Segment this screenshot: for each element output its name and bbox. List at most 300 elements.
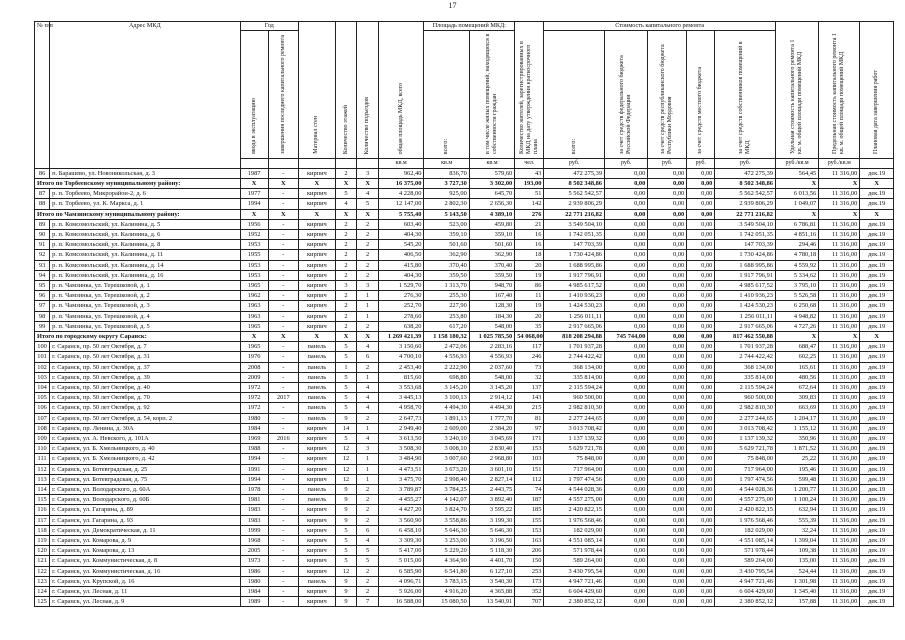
row-number: 122: [35, 566, 50, 576]
table-cell: панель: [298, 576, 335, 586]
table-row: [35, 189, 894, 199]
table-cell: 1: [335, 362, 357, 372]
table-row: [35, 280, 894, 290]
header-residents: Количество жителей, зарегистрированных в МКД на дату утверждения краткосрочного плана: [515, 22, 544, 159]
row-number: 108: [35, 423, 50, 433]
table-cell: 4 551 085,14: [544, 536, 605, 546]
table-cell: 1972: [240, 382, 268, 392]
table-cell: 362,90: [424, 250, 469, 260]
table-cell: панель: [298, 362, 335, 372]
table-cell: 1 410 936,23: [544, 291, 605, 301]
subtotal-label: Итого по Торбеевскому муниципальному району:: [35, 178, 241, 188]
table-cell: 11 316,00: [819, 597, 860, 607]
table-cell: 0,00: [687, 372, 715, 382]
table-cell: 4 096,71: [378, 576, 423, 586]
table-cell: 2 453,40: [378, 362, 423, 372]
table-cell: 182 029,00: [544, 525, 605, 535]
table-cell: 0,00: [605, 250, 648, 260]
table-cell: 0,00: [687, 291, 715, 301]
row-number: 121: [35, 556, 50, 566]
table-cell: 1 049,07: [775, 199, 818, 209]
table-cell: -: [268, 546, 298, 556]
table-cell: кирпич: [298, 199, 335, 209]
address-cell: г. Саранск, пр. 50 лет Октября, д. 70: [50, 393, 240, 403]
table-cell: 11: [515, 291, 544, 301]
address-cell: р. п. Чамзинка, ул. Терешковой, д. 2: [50, 291, 240, 301]
table-cell: 165,61: [775, 362, 818, 372]
table-cell: 0,00: [648, 403, 687, 413]
address-cell: г. Саранск, пр. 50 лет Октября, д. 92: [50, 403, 240, 413]
table-cell: 1976: [240, 352, 268, 362]
table-cell: 184,30: [469, 311, 514, 321]
table-cell: 0,00: [648, 566, 687, 576]
table-cell: 4 494,30: [424, 403, 469, 413]
table-cell: 255,30: [424, 291, 469, 301]
address-cell: г. Саранск, пр. 50 лет Октября, д. 7: [50, 342, 240, 352]
table-cell: -: [268, 352, 298, 362]
table-cell: дек.19: [860, 382, 894, 392]
table-cell: дек.19: [860, 474, 894, 484]
table-cell: дек.19: [860, 576, 894, 586]
table-cell: 0,00: [605, 362, 648, 372]
table-cell: 109,38: [775, 546, 818, 556]
table-row: [35, 260, 894, 270]
table-cell: 5: [357, 546, 379, 556]
table-cell: 4: [357, 403, 379, 413]
table-cell: 579,60: [469, 168, 514, 178]
table-cell: 11 316,00: [819, 433, 860, 443]
row-number: 96: [35, 291, 50, 301]
table-cell: 5: [335, 372, 357, 382]
table-cell: дек.19: [860, 270, 894, 280]
table-row: [35, 403, 894, 413]
table-cell: 3 558,86: [424, 515, 469, 525]
table-cell: 11 316,00: [819, 525, 860, 535]
table-cell: 4 455,27: [378, 495, 423, 505]
table-cell: 815,60: [378, 372, 423, 382]
table-cell: -: [268, 240, 298, 250]
table-cell: 0,00: [605, 505, 648, 515]
table-cell: кирпич: [298, 423, 335, 433]
table-cell: 171: [515, 433, 544, 443]
subtotal-cell: X: [240, 178, 268, 188]
table-cell: 555,39: [775, 515, 818, 525]
table-cell: 0,00: [648, 372, 687, 382]
table-cell: дек.19: [860, 260, 894, 270]
table-cell: дек.19: [860, 250, 894, 260]
table-cell: 0,00: [605, 515, 648, 525]
table-cell: 1978: [240, 485, 268, 495]
table-cell: 501,60: [424, 240, 469, 250]
table-cell: 3 199,30: [469, 515, 514, 525]
table-cell: 1: [357, 311, 379, 321]
table-cell: дек.19: [860, 301, 894, 311]
table-cell: -: [268, 515, 298, 525]
table-cell: 3 540,30: [469, 576, 514, 586]
address-cell: р. п. Комсомольский, ул. Калинина, д. 8: [50, 240, 240, 250]
table-cell: -: [268, 495, 298, 505]
table-cell: -: [268, 189, 298, 199]
table-cell: 227,90: [424, 301, 469, 311]
table-cell: 112: [515, 474, 544, 484]
table-cell: 2 827,14: [469, 474, 514, 484]
subtotal-cell: X: [860, 178, 894, 188]
row-number: 104: [35, 382, 50, 392]
table-cell: кирпич: [298, 444, 335, 454]
table-cell: 0,00: [687, 342, 715, 352]
subtotal-cell: X: [298, 178, 335, 188]
table-cell: -: [268, 403, 298, 413]
table-cell: -: [268, 219, 298, 229]
table-cell: 4 544 028,36: [715, 485, 776, 495]
table-cell: 1977: [240, 189, 268, 199]
table-cell: дек.19: [860, 280, 894, 290]
table-row: [35, 444, 894, 454]
table-cell: 472 275,39: [715, 168, 776, 178]
table-cell: 0,00: [687, 229, 715, 239]
unit-cell: руб.: [605, 158, 648, 168]
table-row: [35, 536, 894, 546]
subtotal-cell: X: [819, 331, 860, 341]
subtotal-cell: X: [268, 331, 298, 341]
table-cell: 0,00: [605, 342, 648, 352]
table-cell: 0,00: [605, 485, 648, 495]
table-cell: 1953: [240, 240, 268, 250]
table-cell: 4 727,26: [775, 321, 818, 331]
table-cell: 3 784,25: [424, 485, 469, 495]
table-cell: 2008: [240, 362, 268, 372]
table-cell: кирпич: [298, 597, 335, 607]
table-cell: 11 316,00: [819, 382, 860, 392]
table-cell: 73: [515, 362, 544, 372]
table-cell: 0,00: [687, 413, 715, 423]
table-cell: дек.19: [860, 515, 894, 525]
subtotal-cell: 0,00: [648, 209, 687, 219]
subtotal-cell: X: [335, 178, 357, 188]
table-cell: 11 316,00: [819, 229, 860, 239]
table-cell: 2: [357, 270, 379, 280]
table-cell: 1 742 051,35: [544, 229, 605, 239]
table-cell: 960 500,00: [715, 393, 776, 403]
subtotal-cell: X: [357, 331, 379, 341]
table-cell: 1980: [240, 576, 268, 586]
table-cell: 5: [357, 199, 379, 209]
table-cell: 0,00: [687, 403, 715, 413]
table-cell: 0,00: [605, 393, 648, 403]
row-number: 116: [35, 505, 50, 515]
table-cell: 1972: [240, 403, 268, 413]
table-cell: 4 142,07: [424, 495, 469, 505]
table-cell: 698,80: [424, 372, 469, 382]
subtotal-cell: X: [335, 331, 357, 341]
table-cell: 4: [357, 382, 379, 392]
table-cell: 0,00: [648, 199, 687, 209]
table-cell: 0,00: [648, 382, 687, 392]
table-cell: 0,00: [605, 556, 648, 566]
table-cell: 1 256 011,11: [715, 311, 776, 321]
table-cell: панель: [298, 382, 335, 392]
table-cell: 0,00: [687, 219, 715, 229]
table-cell: 6 604 429,60: [715, 587, 776, 597]
subtotal-cell: 22 771 216,82: [544, 209, 605, 219]
table-row: [35, 352, 894, 362]
subtotal-cell: 745 744,00: [605, 331, 648, 341]
row-number: 102: [35, 362, 50, 372]
row-number: 112: [35, 464, 50, 474]
table-cell: 1991: [240, 464, 268, 474]
table-cell: 117: [515, 342, 544, 352]
row-number: 94: [35, 270, 50, 280]
table-cell: панель: [298, 495, 335, 505]
table-cell: 2: [357, 576, 379, 586]
table-cell: 0,00: [648, 597, 687, 607]
table-cell: 1 730 424,86: [715, 250, 776, 260]
table-cell: 571 978,44: [715, 546, 776, 556]
table-row: [35, 464, 894, 474]
table-cell: 2009: [240, 372, 268, 382]
table-cell: 632,94: [775, 505, 818, 515]
table-cell: 12: [335, 464, 357, 474]
table-cell: дек.19: [860, 168, 894, 178]
table-cell: 6 250,68: [775, 301, 818, 311]
table-cell: 0,00: [605, 229, 648, 239]
table-cell: 2: [335, 250, 357, 260]
address-cell: р. п. Комсомольский, ул. Калинина, д. 6: [50, 229, 240, 239]
table-cell: 9: [335, 515, 357, 525]
table-cell: -: [268, 464, 298, 474]
table-cell: 0,00: [605, 189, 648, 199]
table-cell: 2: [335, 291, 357, 301]
table-cell: -: [268, 597, 298, 607]
table-cell: 548,00: [469, 321, 514, 331]
table-cell: 0,00: [648, 536, 687, 546]
subtotal-cell: X: [240, 209, 268, 219]
table-cell: 472 275,39: [544, 168, 605, 178]
table-cell: дек.19: [860, 372, 894, 382]
table-row: [35, 597, 894, 607]
table-cell: 359,50: [469, 270, 514, 280]
subtotal-cell: X: [298, 209, 335, 219]
table-cell: 12: [335, 444, 357, 454]
table-cell: 1983: [240, 515, 268, 525]
repair-plan-table: [34, 21, 894, 607]
table-cell: 11 316,00: [819, 403, 860, 413]
table-cell: 11 316,00: [819, 505, 860, 515]
table-cell: 0,00: [648, 413, 687, 423]
address-cell: р. п. Чамзинка, ул. Терешковой, д. 5: [50, 321, 240, 331]
table-cell: 0,00: [605, 454, 648, 464]
table-row: [35, 433, 894, 443]
header-area-total: общая площадь МКД, всего: [378, 22, 423, 159]
table-cell: -: [268, 280, 298, 290]
table-cell: 1952: [240, 229, 268, 239]
table-cell: 1 204,17: [775, 413, 818, 423]
subtotal-cell: X: [775, 209, 818, 219]
table-cell: 1: [357, 372, 379, 382]
table-cell: 5 646,30: [469, 525, 514, 535]
table-cell: 4 985 617,52: [544, 280, 605, 290]
unit-cell: руб.: [648, 158, 687, 168]
table-cell: 6 604 429,60: [544, 587, 605, 597]
table-cell: 147 703,39: [715, 240, 776, 250]
table-cell: -: [268, 321, 298, 331]
row-number: 110: [35, 444, 50, 454]
table-cell: 1965: [240, 321, 268, 331]
table-cell: дек.19: [860, 403, 894, 413]
table-cell: 2 830,40: [469, 444, 514, 454]
table-cell: 2005: [240, 546, 268, 556]
table-row: [35, 566, 894, 576]
table-cell: 5 562 542,57: [544, 189, 605, 199]
table-cell: 1972: [240, 393, 268, 403]
table-cell: 0,00: [687, 597, 715, 607]
table-cell: 5: [335, 403, 357, 413]
table-cell: 0,00: [648, 576, 687, 586]
table-cell: 2 443,75: [469, 485, 514, 495]
table-cell: 3 549 504,10: [544, 219, 605, 229]
table-cell: 11 316,00: [819, 321, 860, 331]
table-cell: 6 127,10: [469, 566, 514, 576]
table-cell: 2: [335, 311, 357, 321]
table-cell: 9: [335, 597, 357, 607]
row-number: 120: [35, 546, 50, 556]
row-number: 92: [35, 250, 50, 260]
subtotal-cell: 817 462 550,88: [715, 331, 776, 341]
table-cell: 4 948,82: [775, 311, 818, 321]
table-cell: 11 316,00: [819, 413, 860, 423]
table-cell: 0,00: [687, 280, 715, 290]
subtotal-cell: X: [357, 178, 379, 188]
table-cell: 3 008,10: [424, 444, 469, 454]
table-cell: 1989: [240, 597, 268, 607]
table-cell: дек.19: [860, 352, 894, 362]
row-number: 98: [35, 311, 50, 321]
table-cell: 0,00: [687, 382, 715, 392]
table-cell: кирпич: [298, 474, 335, 484]
address-cell: г. Саранск, ул. Лесная, д. 11: [50, 587, 240, 597]
table-cell: 688,47: [775, 342, 818, 352]
table-cell: 5: [335, 382, 357, 392]
table-cell: 1988: [240, 444, 268, 454]
table-cell: 2 222,90: [424, 362, 469, 372]
header-area-group: Площадь помещений МКД:: [424, 22, 515, 31]
table-cell: 0,00: [605, 280, 648, 290]
table-cell: 9: [335, 413, 357, 423]
subtotal-cell: X: [357, 209, 379, 219]
header-cost-federal: за счет средств федерального бюджета Российской Федерации: [605, 30, 648, 158]
table-cell: 589 264,00: [544, 556, 605, 566]
table-cell: 1984: [240, 423, 268, 433]
table-cell: 0,00: [648, 454, 687, 464]
table-cell: дек.19: [860, 464, 894, 474]
table-cell: панель: [298, 485, 335, 495]
table-cell: 4: [357, 433, 379, 443]
table-cell: 2 656,30: [469, 199, 514, 209]
table-cell: 0,00: [687, 240, 715, 250]
table-cell: дек.19: [860, 525, 894, 535]
table-row: [35, 362, 894, 372]
subtotal-cell: 0,00: [605, 178, 648, 188]
table-cell: 309,83: [775, 393, 818, 403]
table-cell: дек.19: [860, 413, 894, 423]
address-cell: п. Барашево, ул. Новоникольская, д. 3: [50, 168, 240, 178]
table-cell: дек.19: [860, 587, 894, 597]
table-cell: -: [268, 536, 298, 546]
table-cell: 4 947 721,46: [715, 576, 776, 586]
table-cell: 163: [515, 536, 544, 546]
subtotal-row: [35, 209, 894, 219]
header-wall-material: Материал стен: [298, 22, 335, 159]
subtotal-cell: 1 269 421,39: [378, 331, 423, 341]
table-cell: 2 802,30: [424, 199, 469, 209]
table-cell: 2: [357, 505, 379, 515]
table-row: [35, 372, 894, 382]
table-cell: 589 264,00: [715, 556, 776, 566]
table-cell: 3 100,13: [424, 393, 469, 403]
table-cell: 2 998,40: [424, 474, 469, 484]
header-address: Адрес МКД: [50, 22, 240, 169]
table-cell: кирпич: [298, 270, 335, 280]
table-cell: 0,00: [605, 301, 648, 311]
table-cell: 1 137 139,32: [544, 433, 605, 443]
table-cell: 599,48: [775, 474, 818, 484]
table-cell: 1984: [240, 587, 268, 597]
table-cell: 524,44: [775, 566, 818, 576]
table-cell: 350,96: [775, 433, 818, 443]
table-cell: кирпич: [298, 250, 335, 260]
table-row: [35, 413, 894, 423]
table-cell: -: [268, 423, 298, 433]
table-cell: 2 939 806,29: [715, 199, 776, 209]
table-cell: 2: [335, 260, 357, 270]
table-cell: 0,00: [605, 403, 648, 413]
table-row: [35, 168, 894, 178]
table-cell: 0,00: [648, 342, 687, 352]
table-cell: 5: [335, 433, 357, 443]
address-cell: г. Саранск, пр. 50 лет Октября, д. 31: [50, 352, 240, 362]
table-cell: дек.19: [860, 219, 894, 229]
table-cell: -: [268, 505, 298, 515]
table-cell: 103: [515, 454, 544, 464]
table-cell: 97: [515, 423, 544, 433]
table-cell: кирпич: [298, 301, 335, 311]
table-cell: 1 424 530,23: [715, 301, 776, 311]
table-cell: 645,70: [469, 189, 514, 199]
table-cell: 4 473,51: [378, 464, 423, 474]
table-cell: панель: [298, 403, 335, 413]
address-cell: р. п. Чамзинка, ул. Терешковой, д. 1: [50, 280, 240, 290]
table-row: [35, 311, 894, 321]
table-cell: 0,00: [687, 505, 715, 515]
row-number: 115: [35, 495, 50, 505]
address-cell: р. п. Чамзинка, ул. Терешковой, д. 4: [50, 311, 240, 321]
table-cell: 352: [515, 587, 544, 597]
table-cell: 3: [357, 168, 379, 178]
table-cell: 3 145,20: [469, 382, 514, 392]
subtotal-cell: 0,00: [605, 209, 648, 219]
address-cell: г. Саранск, ул. Ботевградская, д. 75: [50, 474, 240, 484]
table-cell: 501,60: [469, 240, 514, 250]
table-cell: 2 744 422,42: [544, 352, 605, 362]
table-cell: 368 134,00: [715, 362, 776, 372]
table-cell: 187: [515, 495, 544, 505]
subtotal-cell: 0,00: [648, 178, 687, 188]
table-cell: 0,00: [648, 464, 687, 474]
table-cell: 20: [515, 260, 544, 270]
table-cell: 0,00: [605, 495, 648, 505]
table-cell: кирпич: [298, 219, 335, 229]
row-number: 101: [35, 352, 50, 362]
